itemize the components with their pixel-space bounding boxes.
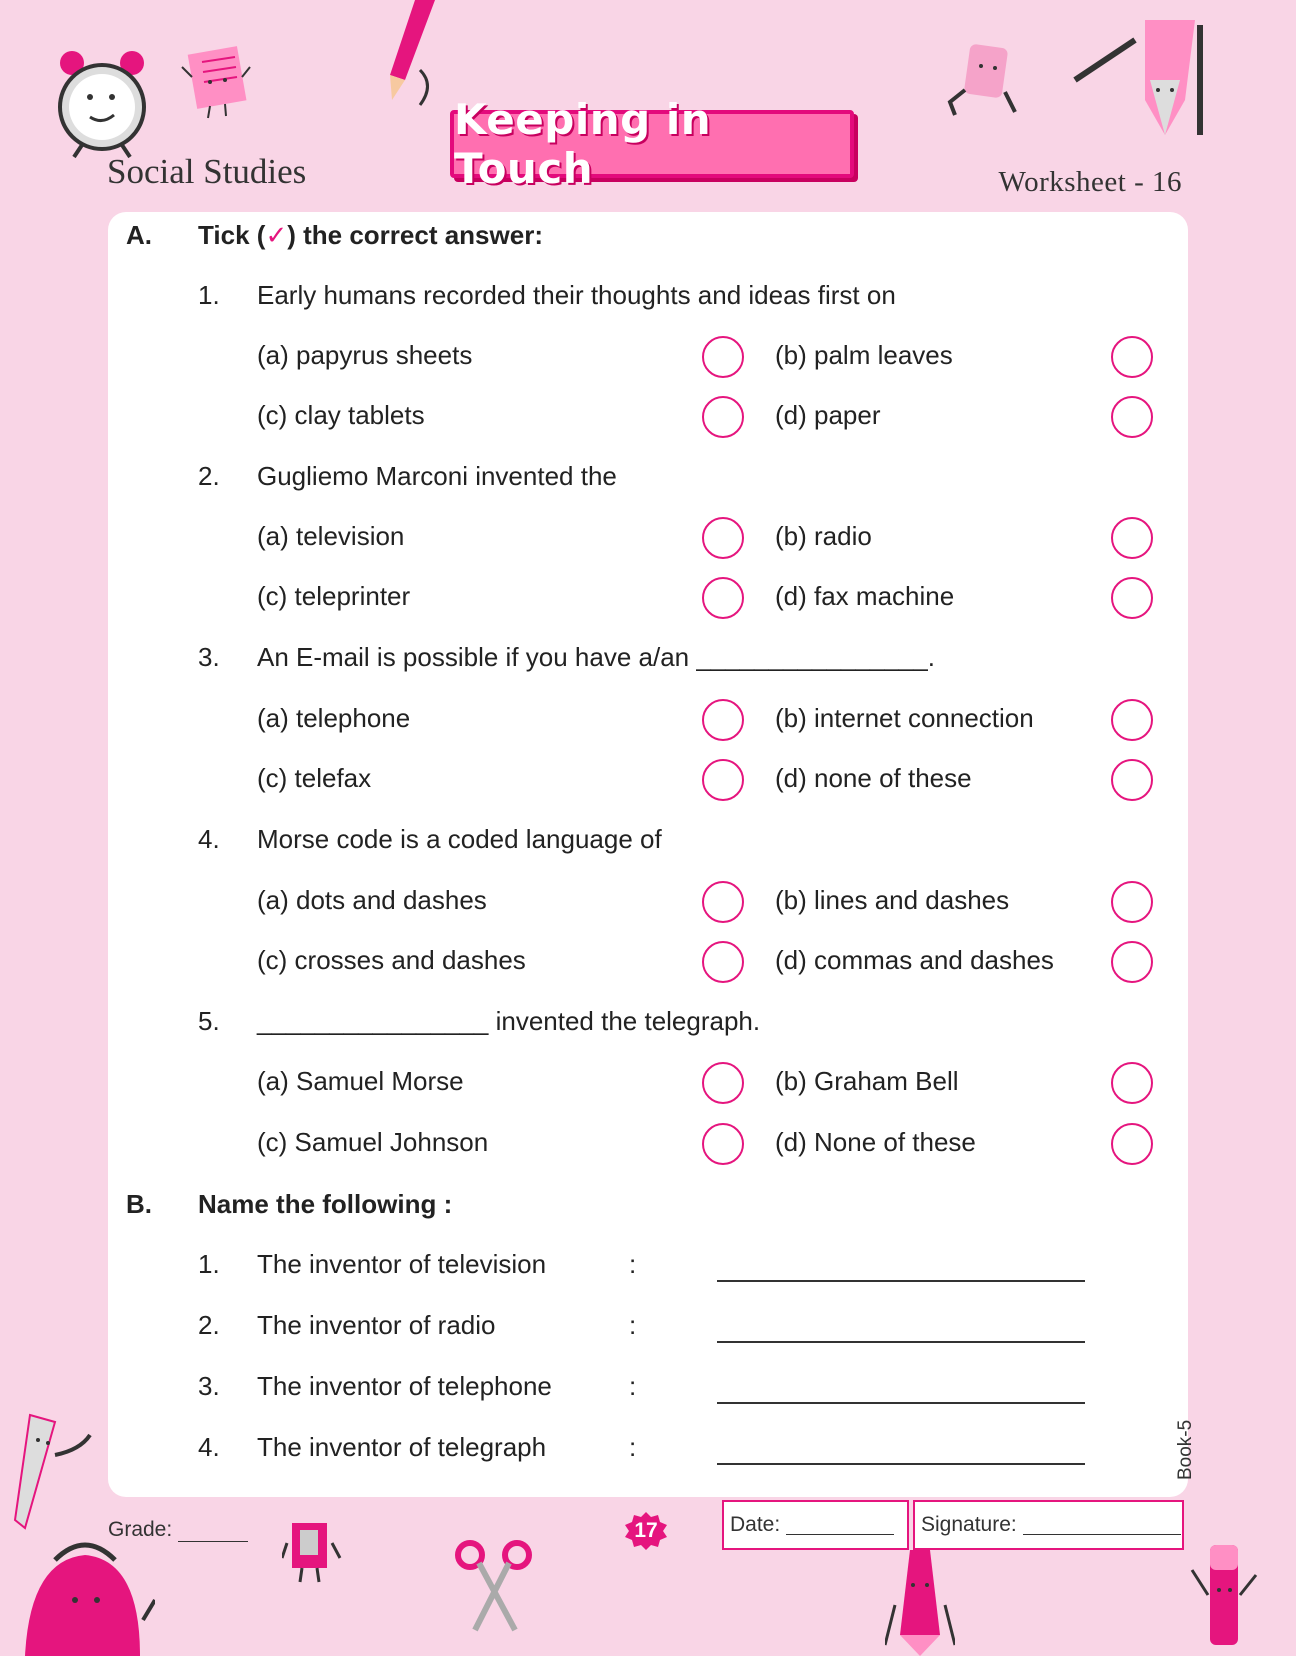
answer-circle-1a[interactable] [702,336,744,378]
answer-circle-1d[interactable] [1111,396,1153,438]
question-3-option-a: (a) telephone [257,703,411,733]
answer-circle-3b[interactable] [1111,699,1153,741]
answer-line-1[interactable] [717,1280,1085,1282]
answer-circle-5d[interactable] [1111,1123,1153,1165]
notepad-icon [180,42,260,122]
question-5-option-a: (a) Samuel Morse [257,1066,464,1096]
question-2-option-a: (a) television [257,521,405,551]
name-item-4-colon: : [629,1432,637,1462]
answer-circle-1c[interactable] [702,396,744,438]
answer-circle-4a[interactable] [702,881,744,923]
section-a-heading [198,220,543,251]
alarm-clock-icon [52,45,152,160]
question-5-number: 5. [198,1006,220,1036]
question-2-option-c: (c) teleprinter [257,581,411,611]
question-3-option-c: (c) telefax [257,763,372,793]
answer-circle-5b[interactable] [1111,1062,1153,1104]
name-item-1-text: The inventor of television [257,1249,547,1279]
name-item-4-number: 4. [198,1432,220,1462]
answer-circle-2c[interactable] [702,577,744,619]
section-a-letter: A. [126,220,152,250]
grade-blank[interactable] [178,1522,248,1542]
sharpener-icon [282,1518,342,1588]
pencil-icon [380,0,450,110]
name-item-1-colon: : [629,1249,637,1279]
section-a-heading-pre: Tick ( [198,220,266,250]
question-3-option-b: (b) internet connection [775,703,1034,733]
section-b-heading: Name the following : [198,1189,453,1219]
worksheet-number: Worksheet - 16 [998,166,1182,198]
date-label: Date: [730,1513,781,1536]
question-1-option-b: (b) palm leaves [775,340,953,370]
answer-circle-5a[interactable] [702,1062,744,1104]
answer-line-3[interactable] [717,1402,1085,1404]
question-2-option-d: (d) fax machine [775,581,955,611]
answer-circle-2d[interactable] [1111,577,1153,619]
name-item-2-number: 2. [198,1310,220,1340]
question-5-option-b: (b) Graham Bell [775,1066,959,1096]
signature-field[interactable] [913,1500,1184,1550]
question-4-text: Morse code is a coded language of [257,824,662,854]
page-title: Keeping in Touch [454,95,712,193]
name-item-3-colon: : [629,1371,637,1401]
question-1-option-c: (c) clay tablets [257,400,425,430]
name-item-3-text: The inventor of telephone [257,1371,552,1401]
question-2-option-b: (b) radio [775,521,872,551]
answer-circle-3d[interactable] [1111,759,1153,801]
answer-line-4[interactable] [717,1463,1085,1465]
question-2-number: 2. [198,461,220,491]
question-1-option-a: (a) papyrus sheets [257,340,473,370]
question-1-number: 1. [198,280,220,310]
eraser-icon [945,40,1025,120]
book-label: Book-5 [1175,1419,1196,1480]
question-4-option-d: (d) commas and dashes [775,945,1054,975]
answer-circle-4b[interactable] [1111,881,1153,923]
ruler-character-icon [10,1410,100,1530]
worksheet-card [108,212,1188,1497]
answer-circle-1b[interactable] [1111,336,1153,378]
answer-circle-4c[interactable] [702,941,744,983]
page-number: 17 [634,1519,658,1542]
answer-circle-2a[interactable] [702,517,744,559]
answer-circle-5c[interactable] [702,1123,744,1165]
answer-line-2[interactable] [717,1341,1085,1343]
question-4-option-c: (c) crosses and dashes [257,945,526,975]
question-4-number: 4. [198,824,220,854]
answer-circle-3c[interactable] [702,759,744,801]
answer-circle-2b[interactable] [1111,517,1153,559]
question-3-number: 3. [198,642,220,672]
date-blank[interactable] [786,1515,894,1535]
name-item-4-text: The inventor of telegraph [257,1432,547,1462]
marker-character-icon [1190,1540,1260,1656]
question-5-text: ________________ invented the telegraph. [257,1006,761,1036]
question-5-option-c: (c) Samuel Johnson [257,1127,489,1157]
question-1-text: Early humans recorded their thoughts and ideas first on [257,280,896,310]
question-3-option-d: (d) none of these [775,763,972,793]
signature-label: Signature: [921,1513,1017,1536]
section-b-letter: B. [126,1189,152,1219]
scissors-icon [455,1535,535,1635]
title-banner [450,95,854,193]
page-number-badge [625,1512,667,1550]
pencil-character-icon [1070,10,1210,140]
signature-blank[interactable] [1023,1515,1181,1535]
question-3-text: An E-mail is possible if you have a/an ________________. [257,642,935,672]
section-a-heading-post: ) the correct answer: [287,220,543,250]
answer-circle-3a[interactable] [702,699,744,741]
question-5-option-d: (d) None of these [775,1127,976,1157]
grade-field[interactable] [108,1518,248,1542]
answer-circle-4d[interactable] [1111,941,1153,983]
pen-character-icon [885,1545,955,1656]
name-item-3-number: 3. [198,1371,220,1401]
question-2-text: Gugliemo Marconi invented the [257,461,617,491]
question-1-option-d: (d) paper [775,400,881,430]
tick-mark-icon: ✓ [265,220,288,250]
name-item-1-number: 1. [198,1249,220,1279]
subject-label: Social Studies [107,152,307,191]
question-4-option-b: (b) lines and dashes [775,885,1010,915]
question-4-option-a: (a) dots and dashes [257,885,487,915]
name-item-2-text: The inventor of radio [257,1310,496,1340]
name-item-2-colon: : [629,1310,637,1340]
grade-label: Grade: [108,1518,173,1541]
date-field[interactable] [722,1500,909,1550]
